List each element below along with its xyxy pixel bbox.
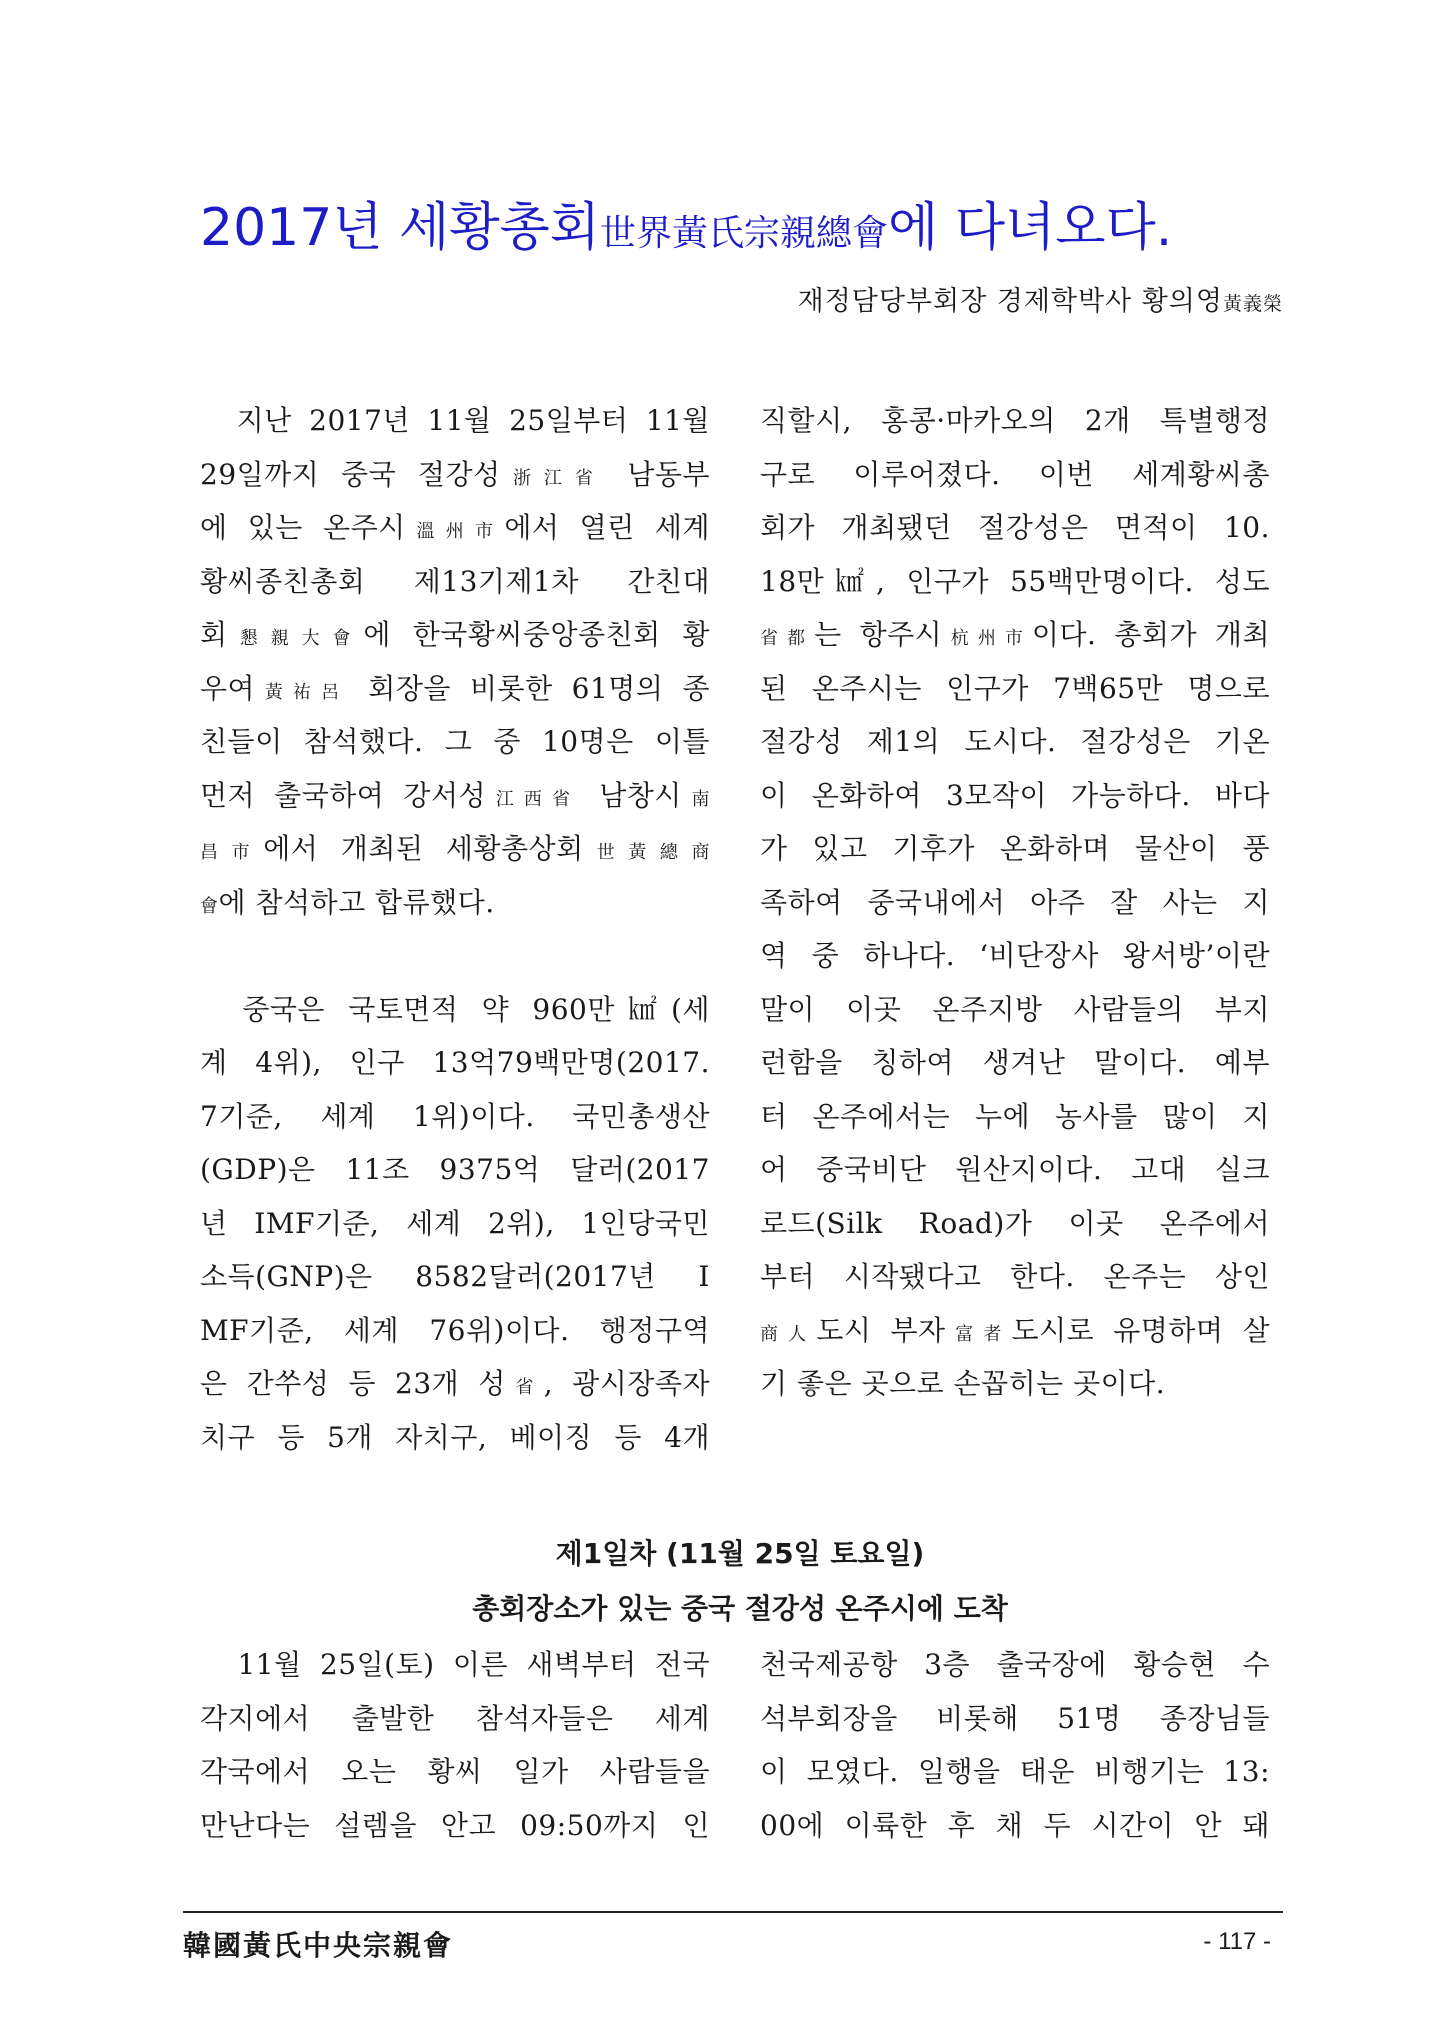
text-segment: 에서 열린 세계 [504,511,710,544]
text-line [200,448,710,502]
text-line [200,1745,710,1799]
text-segment: 직할시, 홍콩·마카오의 2개 특별행정 [760,404,1270,437]
text-segment: 기 좋은 곳으로 손꼽히는 곳이다. [760,1367,1166,1400]
text-segment: 이 모였다. 일행을 태운 비행기는 13: [760,1755,1270,1788]
section2-left-column [200,1638,710,1852]
text-line [200,1304,710,1358]
text-line [760,1357,1270,1411]
text-line [200,1411,710,1465]
hanja-annotation: 懇親大會 [227,628,364,649]
text-line [200,1638,710,1692]
text-segment: 7기준, 세계 1위)이다. 국민총생산 [200,1099,710,1133]
text-segment: 소득(GNP)은 8582달러(2017년 I [200,1260,710,1293]
footer-organization: 韓國黃氏中央宗親會 [183,1929,454,1962]
text-line [760,929,1270,983]
text-segment: 18만㎢, 인구가 55백만명이다. 성도 [760,564,1270,598]
text-segment: , 광시장족자 [543,1367,710,1400]
section-heading [200,1526,1280,1636]
text-segment: 에 한국황씨중앙종친회 황 [363,618,710,651]
text-line [200,1197,710,1251]
page-number: - 117 - [1203,1928,1271,1955]
article-title [200,193,1300,263]
text-line [760,394,1270,448]
hanja-annotation: 商人 [760,1323,817,1345]
text-segment: 친들이 참석했다. 그 중 10명은 이틀 [200,725,710,758]
text-segment: MF기준, 세계 76위)이다. 행정구역 [200,1313,710,1347]
text-segment: 각지에서 출발한 참석자들은 세계 [200,1701,710,1735]
text-segment: (GDP)은 11조 9375억 달러(2017 [200,1153,710,1186]
text-segment: 29일까지 중국 절강성 [200,457,501,491]
hanja-annotation: 富者 [945,1323,1012,1345]
section1-left-column [200,394,710,1464]
text-segment: 회가 개최됐던 절강성은 면적이 10. [760,511,1270,544]
text-segment: 우여 [200,671,256,705]
text-line [200,555,710,609]
text-segment: 터 온주에서는 누에 농사를 많이 지 [760,1099,1270,1133]
text-line [760,555,1270,609]
text-line [760,1197,1270,1251]
text-line [200,1090,710,1144]
text-line [760,876,1270,930]
text-line [760,1250,1270,1304]
text-line [760,769,1270,823]
author-name: 재정담당부회장 경제학박사 황의영 [797,286,1223,317]
text-segment: 남동부 [605,457,710,491]
text-line [200,1692,710,1746]
text-line [200,983,710,1037]
text-line [760,1799,1270,1853]
text-segment: 년 IMF기준, 세계 2위), 1인당국민 [200,1206,710,1240]
text-line [760,983,1270,1037]
text-line [200,715,710,769]
text-line [760,501,1270,555]
text-segment: 황씨종친총회 제13기제1차 간친대 [200,564,710,598]
text-line [200,876,710,930]
hanja-annotation: 浙江省 [500,467,606,489]
paragraph-gap [200,929,710,983]
hanja-annotation: 昌市 [200,842,264,863]
text-line [760,662,1270,716]
text-segment: 00에 이륙한 후 채 두 시간이 안 돼 [760,1808,1270,1842]
text-line [760,715,1270,769]
text-segment: 치구 등 5개 자치구, 베이징 등 4개 [200,1420,710,1454]
text-segment: 각국에서 오는 황씨 일가 사람들을 [200,1755,710,1788]
author-hanja: 黃義榮 [1222,293,1283,315]
title-main: 2017년 세황총회 [200,198,601,258]
footer-divider [183,1911,1283,1913]
text-segment: 먼저 출국하여 강서성 [200,778,487,812]
text-segment: 11월 25일(토) 이른 새벽부터 전국 [200,1648,710,1681]
text-line [760,448,1270,502]
text-line [760,1692,1270,1746]
section2-right-column [760,1638,1270,1852]
text-line [760,1304,1270,1358]
text-line [200,1357,710,1411]
text-segment: 계 4위), 인구 13억79백만명(2017. [200,1046,710,1079]
text-line [760,1090,1270,1144]
text-segment: 역 중 하나다. ‘비단장사 왕서방’이란 [760,939,1270,972]
text-segment: 는 항주시 [814,618,943,651]
hanja-annotation: 省 [505,1377,544,1398]
text-line [760,822,1270,876]
hanja-annotation: 世黃總商 [583,842,710,863]
text-segment: 말이 이곳 온주지방 사람들의 부지 [760,992,1270,1026]
text-segment: 런함을 칭하여 생겨난 말이다. 예부 [760,1046,1270,1079]
section-heading-line2: 총회장소가 있는 중국 절강성 온주시에 도착 [472,1592,1008,1625]
text-segment: 에서 개최된 세황총상회 [263,832,584,865]
text-line [760,1036,1270,1090]
text-line [200,662,710,716]
hanja-annotation: 省都 [760,628,815,649]
title-hanja: 世界黃氏宗親總會 [600,213,889,254]
text-segment: 회장을 비롯한 61명의 종 [349,671,710,705]
text-line [760,1638,1270,1692]
text-segment: 은 간쑤성 등 23개 성 [200,1367,506,1400]
text-line [200,608,710,662]
text-segment: 이 온화하여 3모작이 가능하다. 바다 [760,778,1270,812]
text-segment: 이다. 총회가 개최 [1031,618,1270,651]
text-segment: 어 중국비단 원산지이다. 고대 실크 [760,1153,1270,1186]
text-segment: 로드(Silk Road)가 이곳 온주에서 [760,1206,1270,1240]
text-segment: 지난 2017년 11월 25일부터 11월 [200,404,710,437]
text-segment: 천국제공항 3층 출국장에 황승현 수 [760,1648,1270,1681]
text-segment: 만난다는 설렘을 안고 09:50까지 인 [200,1808,710,1842]
title-suffix: 에 다녀오다. [888,198,1173,258]
text-segment: 중국은 국토면적 약 960만㎢(세 [200,992,710,1026]
text-line [200,501,710,555]
text-segment: 된 온주시는 인구가 7백65만 명으로 [760,671,1270,705]
text-segment: 회 [200,618,228,651]
text-segment: 도시로 유명하며 살 [1011,1313,1270,1347]
text-segment: 부터 시작됐다고 한다. 온주는 상인 [760,1260,1270,1293]
hanja-annotation: 黃祐呂 [255,681,350,703]
text-line [760,1745,1270,1799]
text-line [200,1799,710,1853]
hanja-annotation: 江西省 [486,788,581,810]
text-line [200,394,710,448]
text-segment: 가 있고 기후가 온화하며 물산이 풍 [760,832,1270,865]
text-segment: 도시 부자 [816,1313,946,1347]
hanja-annotation: 杭州市 [942,628,1032,649]
text-line [200,1143,710,1197]
text-line [200,1036,710,1090]
text-line [760,608,1270,662]
text-segment: 족하여 중국내에서 아주 잘 사는 지 [760,885,1270,919]
hanja-annotation: 南 [681,788,710,810]
text-line [760,1143,1270,1197]
text-segment: 남창시 [580,778,682,812]
hanja-annotation: 溫州市 [405,521,505,542]
hanja-annotation: 會 [200,895,219,917]
text-segment: 에 참석하고 합류했다. [218,885,495,919]
section-heading-line1: 제1일차 (11월 25일 토요일) [555,1537,925,1570]
text-segment: 에 있는 온주시 [200,511,406,544]
author-byline [798,282,1283,324]
text-segment: 석부회장을 비롯해 51명 종장님들 [760,1701,1270,1735]
text-line [200,822,710,876]
text-segment: 절강성 제1의 도시다. 절강성은 기온 [760,725,1270,758]
section1-right-column [760,394,1270,1411]
text-line [200,1250,710,1304]
text-segment: 구로 이루어졌다. 이번 세계황씨총 [760,457,1270,491]
text-line [200,769,710,823]
